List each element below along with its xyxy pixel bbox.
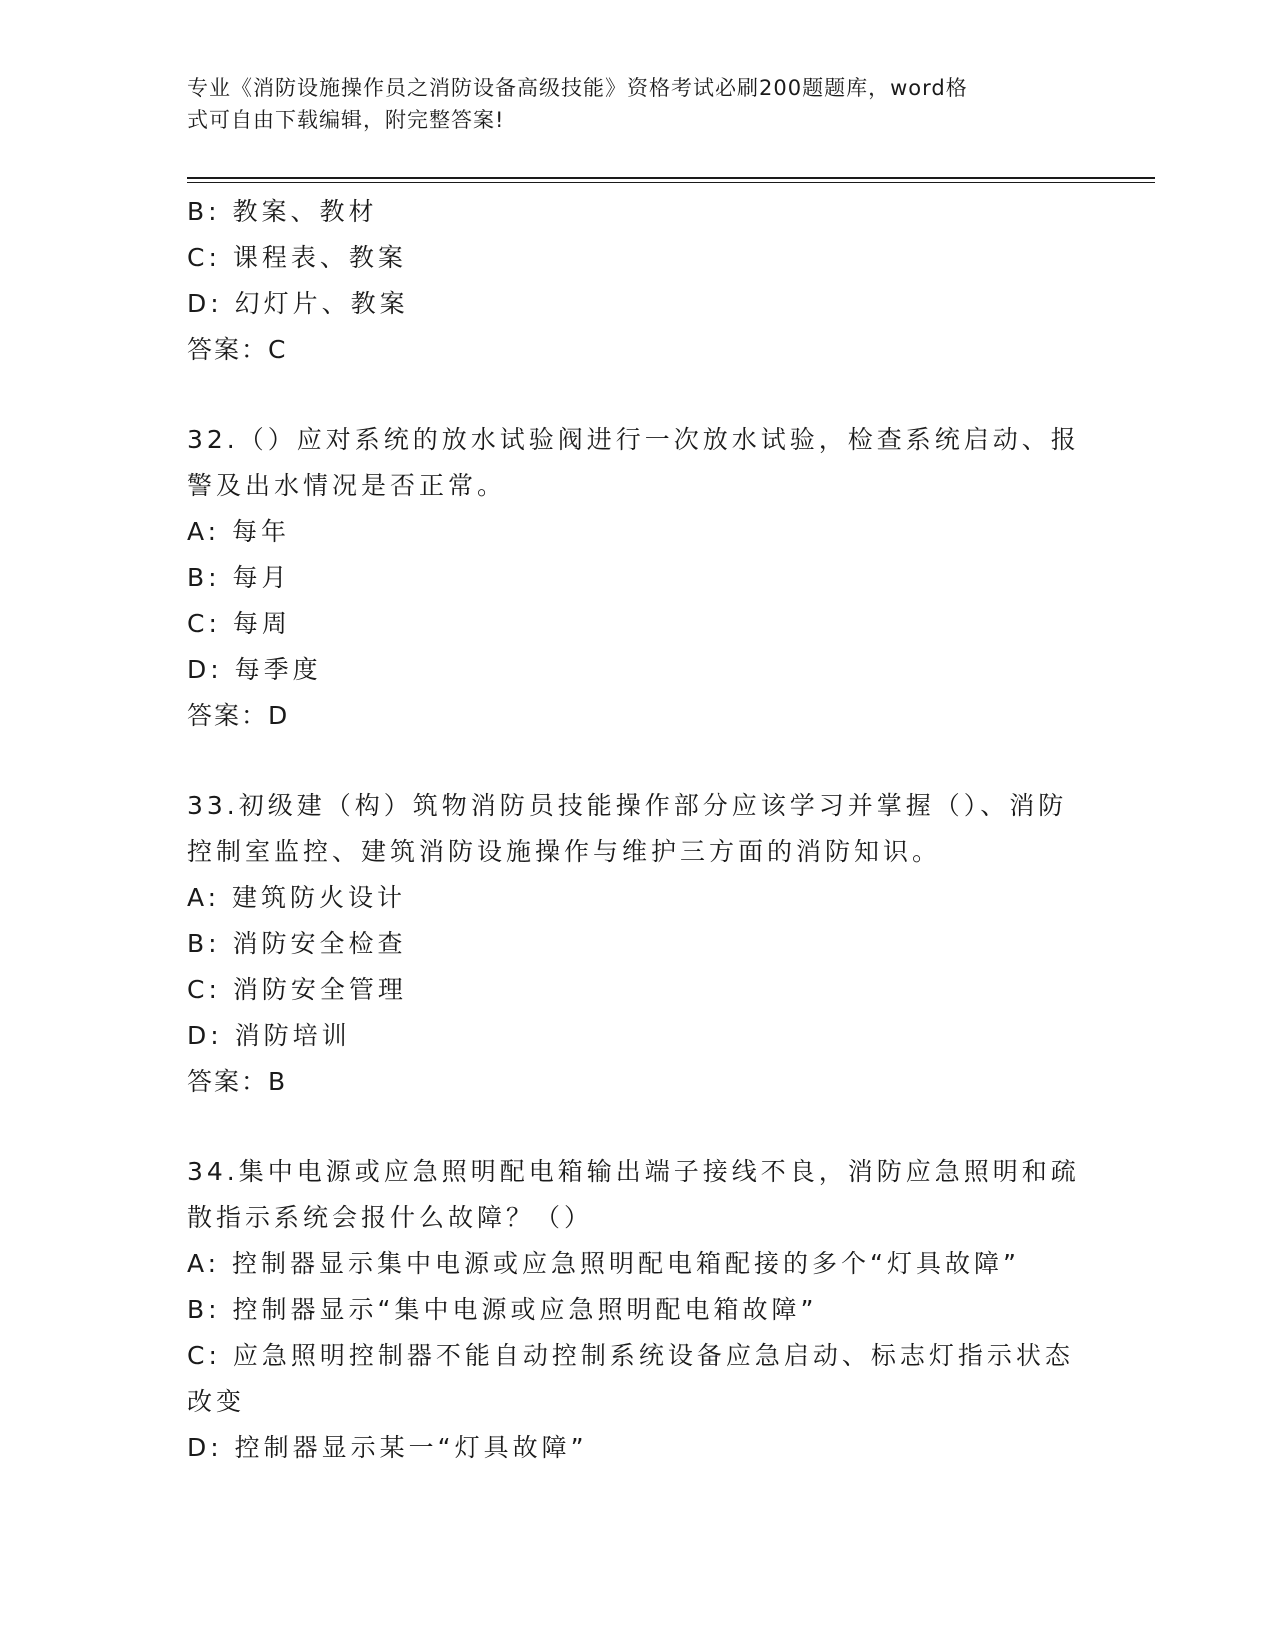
question-32 bbox=[187, 417, 1087, 739]
header-line-2: 式可自由下载编辑，附完整答案! bbox=[187, 108, 505, 132]
spacer bbox=[187, 1105, 1087, 1149]
question-33 bbox=[187, 783, 1087, 1105]
header-divider-thin bbox=[187, 182, 1155, 183]
question-34 bbox=[187, 1149, 1087, 1471]
option-c: C: 消防安全管理 bbox=[187, 975, 407, 1004]
option-b: B: 教案、教材 bbox=[187, 197, 378, 226]
option-b: B: 控制器显示“集中电源或应急照明配电箱故障” bbox=[187, 1295, 818, 1324]
option-a: A: 控制器显示集中电源或应急照明配电箱配接的多个“灯具故障” bbox=[187, 1249, 1020, 1278]
option-d: D: 消防培训 bbox=[187, 1021, 351, 1050]
question-text-line: 32.（）应对系统的放水试验阀进行一次放水试验，检查系统启动、报 bbox=[187, 425, 1080, 454]
option-a: A: 建筑防火设计 bbox=[187, 883, 407, 912]
spacer bbox=[187, 373, 1087, 417]
option-c: C: 课程表、教案 bbox=[187, 243, 407, 272]
option-c-continued: 改变 bbox=[187, 1387, 246, 1416]
question-text-line: 33.初级建（构）筑物消防员技能操作部分应该学习并掌握（）、消防 bbox=[187, 791, 1068, 820]
spacer bbox=[187, 739, 1087, 783]
document-header bbox=[187, 72, 1067, 136]
answer-line: 答案：B bbox=[187, 1067, 288, 1096]
question-text-line: 34.集中电源或应急照明配电箱输出端子接线不良，消防应急照明和疏 bbox=[187, 1157, 1080, 1186]
answer-line: 答案：C bbox=[187, 335, 288, 364]
option-a: A: 每年 bbox=[187, 517, 291, 546]
option-c: C: 每周 bbox=[187, 609, 291, 638]
option-c: C: 应急照明控制器不能自动控制系统设备应急启动、标志灯指示状态 bbox=[187, 1341, 1074, 1370]
option-d: D: 幻灯片、教案 bbox=[187, 289, 409, 318]
option-b: B: 每月 bbox=[187, 563, 291, 592]
prev-question-block bbox=[187, 189, 1087, 373]
question-body bbox=[187, 189, 1087, 1471]
option-b: B: 消防安全检查 bbox=[187, 929, 407, 958]
question-text-line: 警及出水情况是否正常。 bbox=[187, 471, 507, 500]
option-d: D: 控制器显示某一“灯具故障” bbox=[187, 1433, 588, 1462]
answer-line: 答案：D bbox=[187, 701, 290, 730]
option-d: D: 每季度 bbox=[187, 655, 322, 684]
question-text-line: 控制室监控、建筑消防设施操作与维护三方面的消防知识。 bbox=[187, 837, 942, 866]
header-line-1: 专业《消防设施操作员之消防设备高级技能》资格考试必刷200题题库，word格 bbox=[187, 76, 968, 100]
question-text-line: 散指示系统会报什么故障？（） bbox=[187, 1203, 594, 1232]
header-divider-thick bbox=[187, 177, 1155, 179]
